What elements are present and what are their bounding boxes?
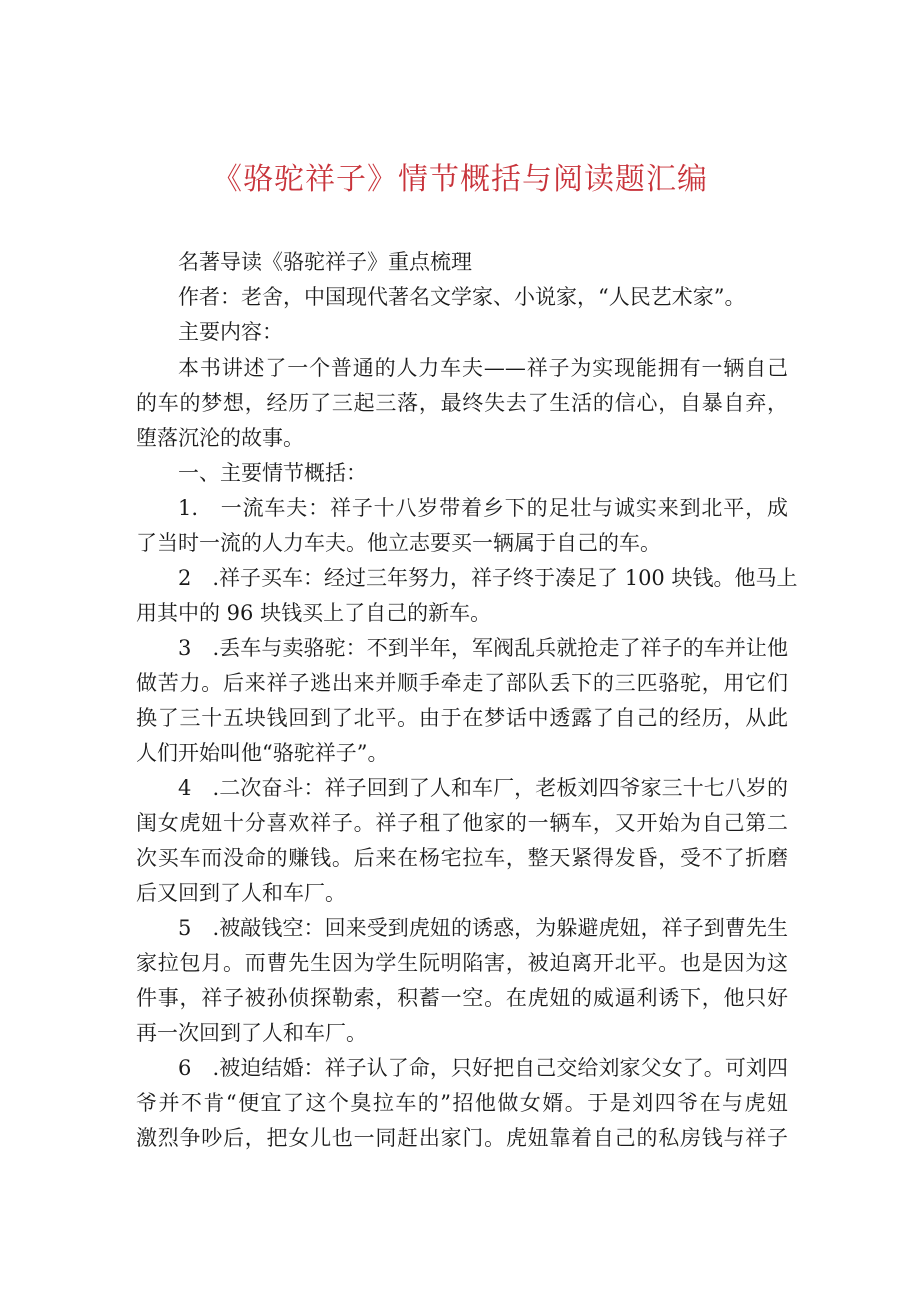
paragraph-line: 作者：老舍，中国现代著名文学家、小说家，“人民艺术家”。	[178, 285, 746, 309]
paragraph-line: 的车的梦想，经历了三起三落，最终失去了生活的信心，自暴自弃，	[136, 391, 788, 415]
paragraph-line: 人们开始叫他“骆驼祥子”。	[136, 741, 389, 765]
paragraph-line: 本书讲述了一个普通的人力车夫——祥子为实现能拥有一辆自己	[178, 356, 788, 380]
paragraph-line: 家拉包月。而曹先生因为学生阮明陷害，被迫离开北平。也是因为这	[136, 951, 788, 975]
paragraph-line: 闺女虎妞十分喜欢祥子。祥子租了他家的一辆车，又开始为自己第二	[136, 811, 788, 835]
paragraph-line: 用其中的 96 块钱买上了自己的新车。	[136, 601, 492, 625]
paragraph-line: 次买车而没命的赚钱。后来在杨宅拉车，整天紧得发昏，受不了折磨	[136, 846, 788, 870]
paragraph-line: 了当时一流的人力车夫。他立志要买一辆属于自己的车。	[136, 531, 661, 555]
paragraph-line: 换了三十五块钱回到了北平。由于在梦话中透露了自己的经历，从此	[136, 706, 788, 730]
paragraph-line: 一、主要情节概括：	[178, 461, 367, 485]
paragraph-line: 件事，祥子被孙侦探勒索，积蓄一空。在虎妞的威逼利诱下，他只好	[136, 986, 788, 1010]
paragraph-line: 再一次回到了人和车厂。	[136, 1021, 367, 1045]
paragraph-line: 2 .祥子买车：经过三年努力，祥子终于凑足了 100 块钱。他马上	[178, 566, 798, 590]
paragraph-line: 爷并不肯“便宜了这个臭拉车的”招他做女婿。于是刘四爷在与虎妞	[136, 1091, 788, 1115]
document-title: 《骆驼祥子》情节概括与阅读题汇编	[212, 162, 708, 197]
paragraph-line: 后又回到了人和车厂。	[136, 881, 346, 905]
paragraph-line: 做苦力。后来祥子逃出来并顺手牵走了部队丢下的三匹骆驼，用它们	[136, 671, 788, 695]
paragraph-line: 4 .二次奋斗：祥子回到了人和车厂，老板刘四爷家三十七八岁的	[178, 776, 788, 800]
paragraph-line: 名著导读《骆驼祥子》重点梳理	[178, 250, 472, 274]
paragraph-line: 1. 一流车夫：祥子十八岁带着乡下的足壮与诚实来到北平，成	[178, 496, 788, 520]
paragraph-line: 5 .被敲钱空：回来受到虎妞的诱惑，为躲避虎妞，祥子到曹先生	[178, 916, 788, 940]
paragraph-line: 堕落沉沦的故事。	[136, 426, 304, 450]
paragraph-line: 6 .被迫结婚：祥子认了命，只好把自己交给刘家父女了。可刘四	[178, 1056, 788, 1080]
paragraph-line: 激烈争吵后，把女儿也一同赶出家门。虎妞靠着自己的私房钱与祥子	[136, 1126, 788, 1150]
paragraph-line: 3 .丢车与卖骆驼：不到半年，军阀乱兵就抢走了祥子的车并让他	[178, 636, 788, 660]
paragraph-line: 主要内容：	[178, 320, 283, 344]
